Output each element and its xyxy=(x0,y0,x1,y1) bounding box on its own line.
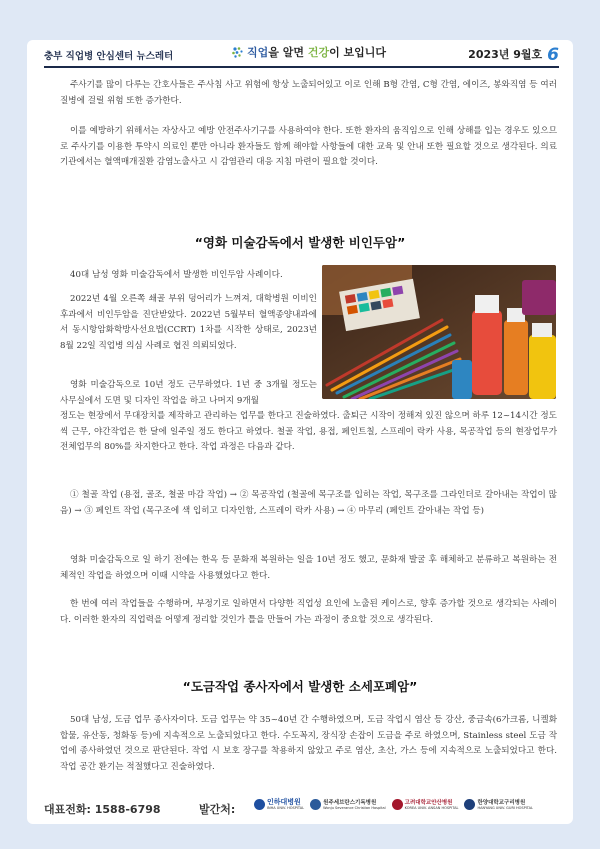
section-title-film-director: “영화 미술감독에서 발생한 비인두암” xyxy=(194,235,406,250)
logo-wonju-name: 원주세브란스기독병원 xyxy=(323,799,377,806)
case1-paragraph-3b: 정도는 현장에서 무대장치를 제작하고 관리하는 업무를 한다고 진술하였다. 출퇴근 시작이 정해져 있진 않으며 하루 12~14시간 정도씩 근무, 야간작업은 한 달에 일주일 정도 한다고 하였다. 철골 작업, 용접, 페인트칠, 스프레이 락카 사용, 목공작업 등의 현장업무가 전체업무의 80%를 차지한다고 한다. 작업 과정은 다음과 같다. xyxy=(60,411,557,452)
logo-korea-ansan xyxy=(392,799,459,810)
footer-publisher-label: 발간처: xyxy=(199,803,236,816)
newsletter-header xyxy=(44,43,559,63)
case1-paragraph-3a: 영화 미술감독으로 10년 정도 근무하였다. 1년 중 3개월 정도는 사무실에서 도면 및 디자인 작업을 하고 나머지 9개월 xyxy=(60,380,317,406)
logo-inha xyxy=(254,799,304,810)
issue-date: 2023년 9월호 xyxy=(468,48,543,61)
logo-hanyang-name: 한양대학교구리병원 xyxy=(477,799,526,806)
case1-paragraph-6: 한 번에 여러 작업들을 수행하며, 부정기로 일하면서 다양한 직업성 요인에 노출된 케이스로, 향후 증가할 것으로 생각되는 사례이다. 이러한 환자의 직업력을 어떻게 정리할 것인가 틀을 만들어 가는 과정이 중요할 것으로 생각된다. xyxy=(60,599,557,625)
slogan-part-end: 이 보입니다 xyxy=(329,46,387,59)
art-supplies-photo xyxy=(322,265,556,399)
case1-paragraph-2: 2022년 4월 오른쪽 쇄골 부위 덩어리가 느껴져, 대학병원 이비인후과에서 비인두암을 진단받았다. 2022년 5월부터 혈액종양내과에서 동시항암화학방사선요법(CCRT) 1차를 시작한 상태로, 2023년 8월 22일 직업병 의심 사례로 협진 의뢰되었다. xyxy=(60,294,317,351)
inha-emblem-icon xyxy=(254,799,265,810)
case1-paragraph-1: 40대 남성 영화 미술감독에서 발생한 비인두암 사례이다. xyxy=(70,270,283,280)
slogan-part-job: 직업 xyxy=(247,46,269,59)
slogan-dots-icon xyxy=(231,46,245,60)
intro-paragraph-2: 이를 예방하기 위해서는 자상사고 예방 안전주사기구를 사용하여야 한다. 또한 환자의 움직임으로 인해 상해를 입는 경우도 있으므로 주사기를 이용한 투약시 의료인 뿐만 아니라 환자들도 함께 해야할 사항들에 대한 교육 및 안내 또한 필요할 것으로 생각된다. 의료기관에서는 혈액매개질환 감염노출사고 시 감염관리 대응 지침 마련이 필요할 것이다. xyxy=(60,126,557,167)
case2-paragraph-1: 50대 남성, 도금 업무 종사자이다. 도금 업무는 약 35~40년 간 수행하였으며, 도금 작업시 염산 등 강산, 중금속(6가크롬, 니켈화합물, 유산동, 청화동 등)에 지속적으로 노출되었다고 한다. 수도꼭지, 장식장 손잡이 도금을 주로 하였으며, Stainless steel 도금 작업에 종사하였던 것으로 판단된다. 작업 시 보호 장구를 착용하지 않았고 주로 염산, 초산, 가스 등에 지속적으로 노출되었다고 한다. 작업 공간 환기는 적절했다고 진술하였다. xyxy=(60,715,557,772)
footer xyxy=(44,797,559,819)
publisher-logos xyxy=(254,799,533,810)
footer-phone: 대표전화: 1588-6798 xyxy=(44,803,161,816)
korea-univ-emblem-icon xyxy=(392,799,403,810)
wonju-emblem-icon xyxy=(310,799,321,810)
slogan xyxy=(231,44,386,60)
hanyang-emblem-icon xyxy=(464,799,475,810)
case1-paragraph-5: 영화 미술감독으로 일 하기 전에는 한옥 등 문화재 복원하는 일을 10년 정도 했고, 문화재 발굴 후 해체하고 분류하고 복원하는 전체적인 작업을 하였으며 이때 시약을 사용했었다고 한다. xyxy=(60,555,557,581)
intro-paragraph-1: 주사기를 많이 다루는 간호사들은 주사침 사고 위험에 항상 노출되어있고 이로 인해 B형 간염, C형 간염, 에이즈, 봉와직염 등 여러 질병에 걸릴 위험 또한 증가한다. xyxy=(60,80,557,106)
logo-korea-sub: KOREA UNIV. ANSAN HOSPITAL xyxy=(404,805,459,810)
logo-wonju xyxy=(310,799,386,810)
page-number: 6 xyxy=(547,45,559,65)
logo-hanyang-sub: HANYANG UNIV. GURI HOSPITAL xyxy=(477,805,533,810)
logo-hanyang-guri xyxy=(464,799,533,810)
logo-korea-name: 고려대학교안산병원 xyxy=(404,799,453,806)
art-supplies-illustration xyxy=(322,265,556,399)
header-divider xyxy=(44,66,559,68)
logo-wonju-sub: Wonju Severance Christian Hospital xyxy=(323,805,386,810)
section-title-plating-worker: “도금작업 종사자에서 발생한 소세포폐암” xyxy=(182,679,418,694)
logo-inha-sub: INHA UNIV. HOSPITAL xyxy=(267,806,305,810)
case1-process-steps: ① 철골 작업 (용접, 골조, 철골 마감 작업) → ② 목공작업 (철골에 목구조를 입히는 작업, 목구조를 그라인더로 갈아내는 작업이 많음) → ③ 페인트 작업 (목구조에 색 입히고 디자인함, 스프레이 락카 사용) → ④ 마무리 (페인트 갈아내는 작업 등) xyxy=(60,490,557,516)
logo-inha-name: 인하대병원 xyxy=(267,798,301,806)
newsletter-name: 충부 직업병 안심센터 뉴스레터 xyxy=(44,51,174,62)
issue-info xyxy=(468,45,559,65)
slogan-part-mid: 을 알면 xyxy=(268,46,308,59)
slogan-part-health: 건강 xyxy=(307,46,330,59)
